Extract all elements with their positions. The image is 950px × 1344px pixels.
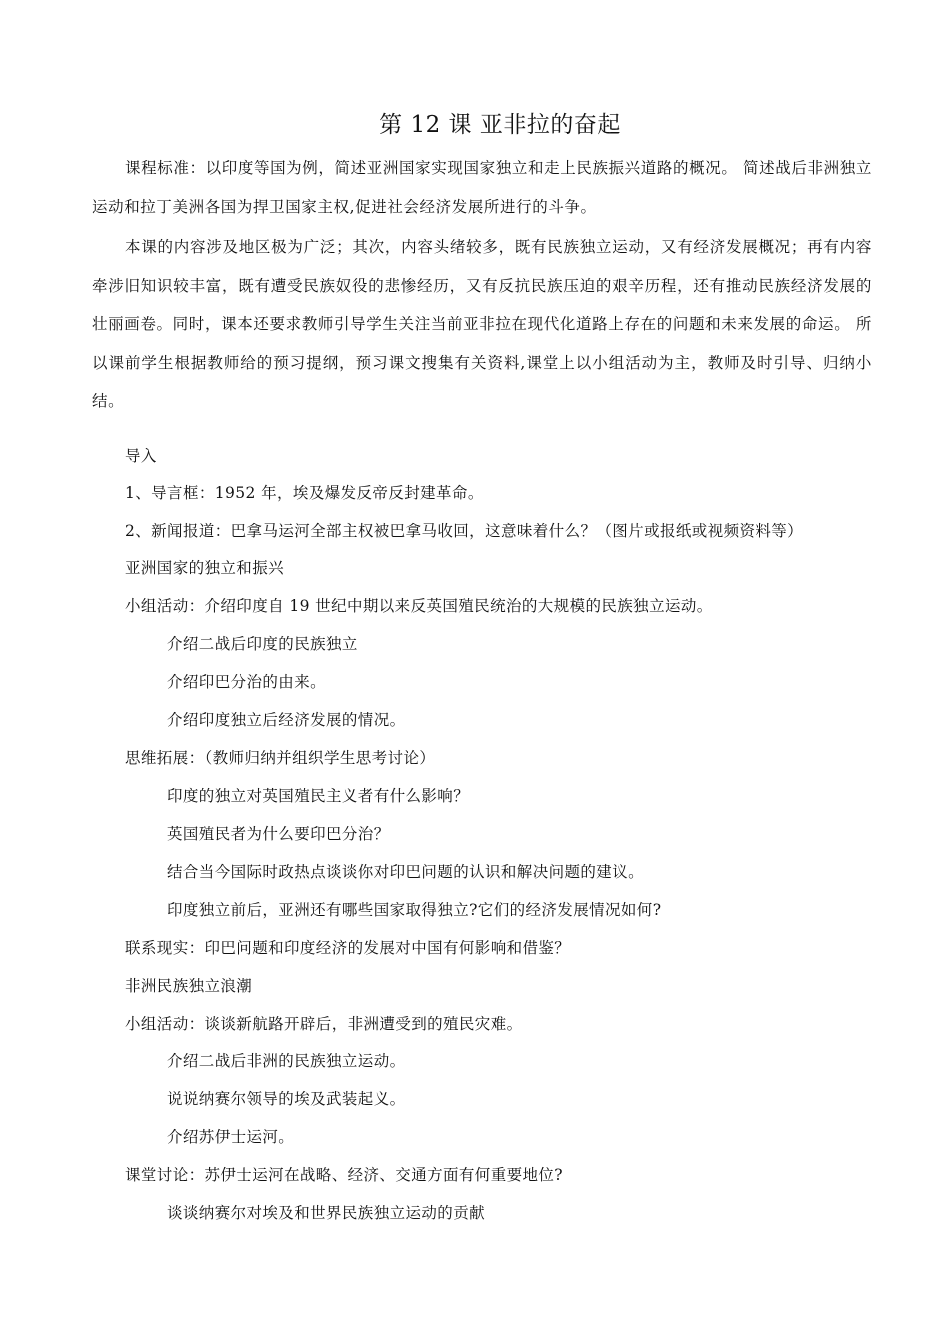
list-item: 思维拓展：（教师归纳并组织学生思考讨论）: [125, 749, 436, 767]
list-item: 结合当今国际时政热点谈谈你对印巴问题的认识和解决问题的建议。: [167, 863, 645, 881]
list-item: 介绍印度独立后经济发展的情况。: [167, 711, 406, 729]
list-item: 介绍苏伊士运河。: [167, 1128, 295, 1146]
list-item: 小组活动：谈谈新航路开辟后，非洲遭受到的殖民灾难。: [125, 1015, 523, 1033]
list-item: 英国殖民者为什么要印巴分治？: [167, 825, 390, 843]
list-item: 说说纳赛尔领导的埃及武装起义。: [167, 1090, 406, 1108]
list-item: 谈谈纳赛尔对埃及和世界民族独立运动的贡献: [167, 1204, 486, 1222]
list-item: 联系现实：印巴问题和印度经济的发展对中国有何影响和借鉴？: [125, 939, 571, 957]
list-item: 介绍二战后印度的民族独立: [167, 635, 358, 653]
list-item: 2、新闻报道：巴拿马运河全部主权被巴拿马收回，这意味着什么？（图片或报纸或视频资料等）: [125, 522, 804, 540]
lesson-title: 第 12 课 亚非拉的奋起: [379, 112, 621, 138]
section-heading-intro: 导入: [125, 447, 157, 465]
curriculum-standard-paragraph: 课程标准：以印度等国为例，简述亚洲国家实现国家独立和走上民族振兴道路的概况。 简述战后非洲独立运动和拉丁美洲各国为捍卫国家主权,促进社会经济发展所进行的斗争。: [92, 159, 872, 216]
section-heading-africa: 非洲民族独立浪潮: [125, 977, 253, 995]
list-item: 印度独立前后，亚洲还有哪些国家取得独立?它们的经济发展情况如何?: [167, 901, 662, 919]
list-item: 印度的独立对英国殖民主义者有什么影响？: [167, 787, 470, 805]
list-item: 介绍印巴分治的由来。: [167, 673, 327, 691]
lesson-overview-paragraph: 本课的内容涉及地区极为广泛；其次，内容头绪较多，既有民族独立运动，又有经济发展概况；再有内容牵涉旧知识较丰富，既有遭受民族奴役的悲惨经历，又有反抗民族压迫的艰辛历程，还有推动民族经济发展的壮丽画卷。同时，课本还要求教师引导学生关注当前亚非拉在现代化道路上存在的问题和未来发展的命运。 所以课前学生根据教师给的预习提纲，预习课文搜集有关资料,课堂上以小组活动为主，教师及时引导、归纳小结。: [92, 238, 872, 410]
list-item: 介绍二战后非洲的民族独立运动。: [167, 1052, 406, 1070]
list-item: 小组活动：介绍印度自 19 世纪中期以来反英国殖民统治的大规模的民族独立运动。: [125, 597, 713, 615]
list-item: 课堂讨论：苏伊士运河在战略、经济、交通方面有何重要地位?: [125, 1166, 564, 1184]
section-heading-asia: 亚洲国家的独立和振兴: [125, 559, 285, 577]
list-item: 1、导言框：1952 年，埃及爆发反帝反封建革命。: [125, 484, 484, 502]
